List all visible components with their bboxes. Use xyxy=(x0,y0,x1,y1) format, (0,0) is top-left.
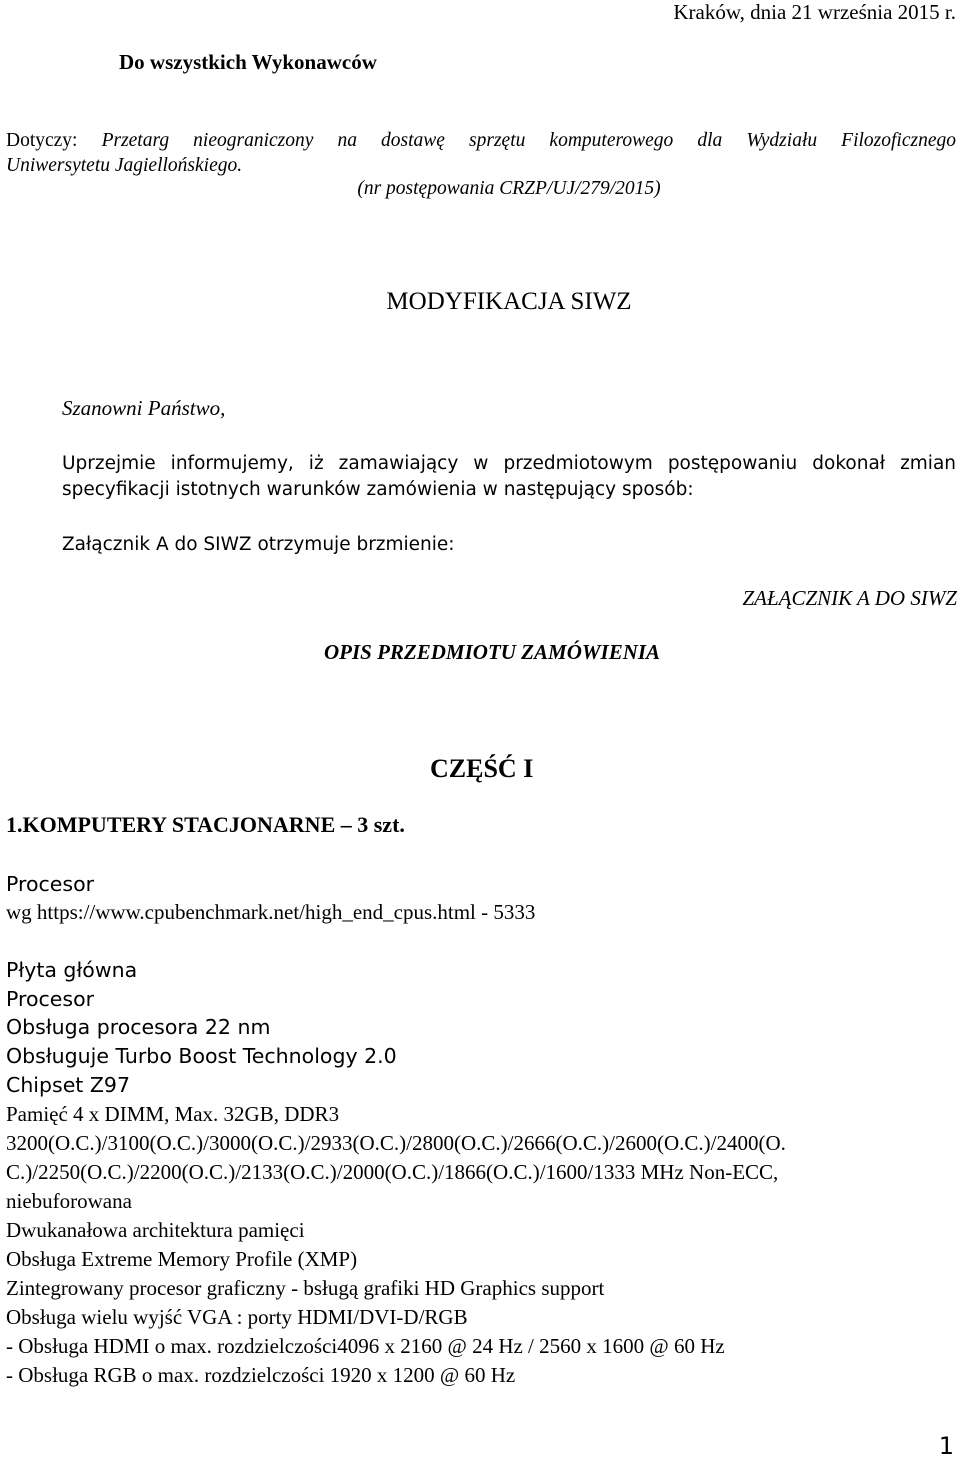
spec-procesor-value: wg https://www.cpubenchmark.net/high_end_cpus.html - 5333 xyxy=(6,900,536,924)
intro-line-1: Uprzejmie informujemy, iż zamawiający w przedmiotowym postępowaniu dokonał zmian xyxy=(62,453,956,474)
spec-line: niebuforowana xyxy=(6,1189,132,1213)
document-title: MODYFIKACJA SIWZ xyxy=(386,288,632,315)
salutation: Szanowni Państwo, xyxy=(62,396,226,420)
subject-block xyxy=(6,128,956,178)
part-heading: CZĘŚĆ I xyxy=(430,754,534,783)
spec-procesor-label: Procesor xyxy=(6,872,95,896)
spec-line: Obsługuje Turbo Boost Technology 2.0 xyxy=(6,1044,397,1068)
spec-line: Dwukanałowa architektura pamięci xyxy=(6,1218,305,1242)
intro-line-2: specyfikacji istotnych warunków zamówienia w następujący sposób: xyxy=(62,479,694,500)
annex-title: OPIS PRZEDMIOTU ZAMÓWIENIA xyxy=(324,640,661,664)
subject-text-line-1: Przetarg nieograniczony na dostawę sprzętu komputerowego dla Wydziału Filozoficznego xyxy=(101,130,956,151)
subject-prefix: Dotyczy: xyxy=(6,130,102,151)
spec-line: - Obsługa RGB o max. rozdzielczości 1920 x 1200 @ 60 Hz xyxy=(6,1363,516,1387)
spec-line: Pamięć 4 x DIMM, Max. 32GB, DDR3 xyxy=(6,1102,340,1126)
page-number: 1 xyxy=(938,1432,954,1460)
spec-line: Obsługa wielu wyjść VGA : porty HDMI/DVI-D/RGB xyxy=(6,1305,468,1329)
letter-date: Kraków, dnia 21 września 2015 r. xyxy=(673,0,956,24)
spec-line: Obsługa Extreme Memory Profile (XMP) xyxy=(6,1247,358,1271)
item-heading: 1.KOMPUTERY STACJONARNE – 3 szt. xyxy=(6,812,405,837)
spec-line: C.)/2250(O.C.)/2200(O.C.)/2133(O.C.)/2000(O.C.)/1866(O.C.)/1600/1333 MHz Non-ECC, xyxy=(6,1160,779,1184)
procedure-number: (nr postępowania CRZP/UJ/279/2015) xyxy=(357,178,661,199)
annex-header: ZAŁĄCZNIK A DO SIWZ xyxy=(742,586,957,610)
recipients-line: Do wszystkich Wykonawców xyxy=(119,50,377,74)
intro-paragraph xyxy=(62,451,956,503)
spec-line: Zintegrowany procesor graficzny - bsługą grafiki HD Graphics support xyxy=(6,1276,605,1300)
annex-note: Załącznik A do SIWZ otrzymuje brzmienie: xyxy=(62,534,455,555)
subject-text-line-2: Uniwersytetu Jagiellońskiego. xyxy=(6,155,243,176)
spec-line: Chipset Z97 xyxy=(6,1073,130,1097)
spec-plyta-label: Płyta główna xyxy=(6,958,138,982)
spec-line: Procesor xyxy=(6,987,95,1011)
spec-line: Obsługa procesora 22 nm xyxy=(6,1015,271,1039)
spec-line: 3200(O.C.)/3100(O.C.)/3000(O.C.)/2933(O.C.)/2800(O.C.)/2666(O.C.)/2600(O.C.)/2400(O. xyxy=(6,1131,786,1155)
spec-line: - Obsługa HDMI o max. rozdzielczości4096 x 2160 @ 24 Hz / 2560 x 1600 @ 60 Hz xyxy=(6,1334,725,1358)
subject-line-1 xyxy=(6,128,956,153)
